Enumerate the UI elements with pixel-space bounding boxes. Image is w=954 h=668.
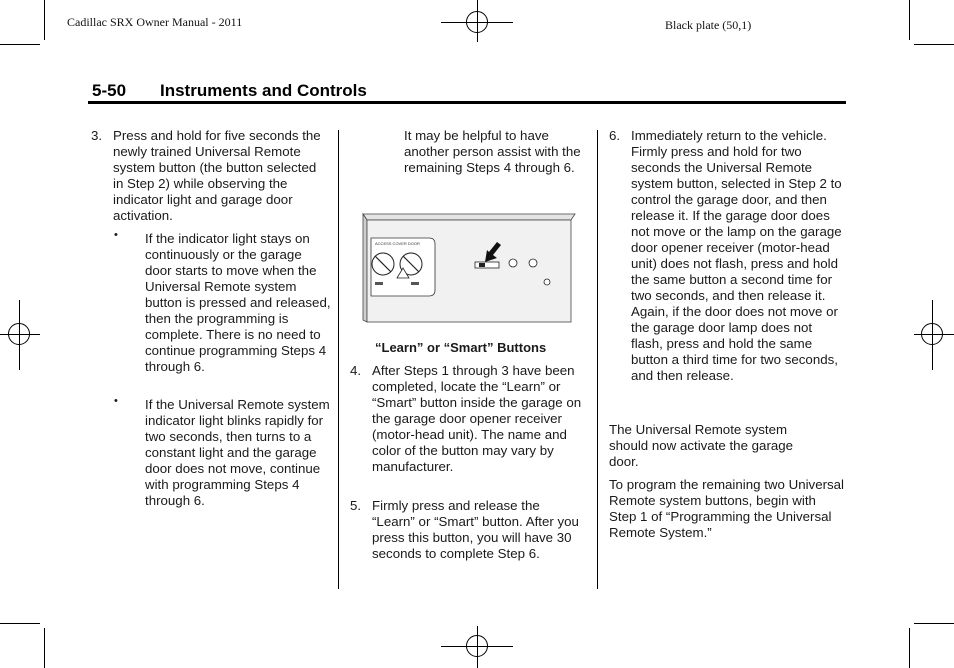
crop-mark: [44, 628, 45, 668]
registration-circle: [466, 11, 488, 33]
section-title: Instruments and Controls: [160, 81, 367, 100]
step-number: 5.: [350, 498, 362, 513]
step-number: 4.: [350, 363, 362, 378]
step-text: After Steps 1 through 3 have been completed, locate the “Learn” or “Smart” button inside the garage on the garage door opener receiver (motor-head unit). The name and color of the button may vary by manufacturer.: [372, 363, 582, 474]
column-divider: [338, 130, 339, 589]
paragraph: The Universal Remote system should now activate the garage door.: [609, 422, 794, 469]
step-number: 3.: [91, 128, 103, 143]
crop-mark: [0, 44, 40, 45]
registration-circle: [8, 323, 30, 345]
registration-circle: [466, 635, 488, 657]
step-text: Press and hold for five seconds the newly trained Universal Remote system button (the button selected in Step 2) while observing the indicator light and garage door activation.: [113, 128, 321, 223]
bullet-item: If the Universal Remote system indicator light blinks rapidly for two seconds, then turns to a constant light and the garage door does not move, continue with programming Steps 4 through 6.: [145, 397, 330, 508]
crop-mark: [909, 628, 910, 668]
registration-circle: [921, 323, 943, 345]
crop-mark: [909, 0, 910, 40]
garage-opener-figure: [361, 212, 577, 324]
step-text: Immediately return to the vehicle. Firmly press and hold for two seconds the Universal Remote system button, selected in Step 2 to control the garage door, and then release it. If the garage door does not move or the lamp on the garage door opener receiver (motor-head unit) does not flash, press and hold the same button a second time for two seconds, and then release it. Again, if the door does not move or the garage door lamp does not flash, press and hold the same button a third time for two seconds, and then release.: [631, 128, 842, 383]
bullet-item: If the indicator light stays on continuously or the garage door starts to move when the Universal Remote system button is pressed and released, then the programming is complete. There is no need to continue programming Steps 4 through 6.: [145, 231, 331, 374]
page-number: 5-50: [92, 81, 127, 100]
step-text: Firmly press and release the “Learn” or “Smart” button. After you press this button, you will have 30 seconds to complete Step 6.: [372, 498, 579, 561]
step-number: 6.: [609, 128, 621, 143]
crop-mark: [914, 44, 954, 45]
figure-caption: “Learn” or “Smart” Buttons: [375, 340, 547, 355]
plate-label: Black plate (50,1): [665, 18, 752, 32]
figure-label: ACCESS COVER DOOR: [375, 241, 420, 246]
manual-title: Cadillac SRX Owner Manual - 2011: [67, 15, 243, 29]
bullet-icon: •: [114, 395, 118, 407]
crop-mark: [0, 623, 40, 624]
heading-rule: [88, 101, 846, 104]
intro-paragraph: It may be helpful to have another person assist with the remaining Steps 4 through 6.: [404, 128, 581, 175]
crop-mark: [44, 0, 45, 40]
bullet-icon: •: [114, 229, 118, 241]
section-heading: [92, 81, 367, 101]
crop-mark: [914, 623, 954, 624]
paragraph: To program the remaining two Universal Remote system buttons, begin with Step 1 of “Programming the Universal Remote System.”: [609, 477, 845, 540]
column-divider: [597, 130, 598, 589]
